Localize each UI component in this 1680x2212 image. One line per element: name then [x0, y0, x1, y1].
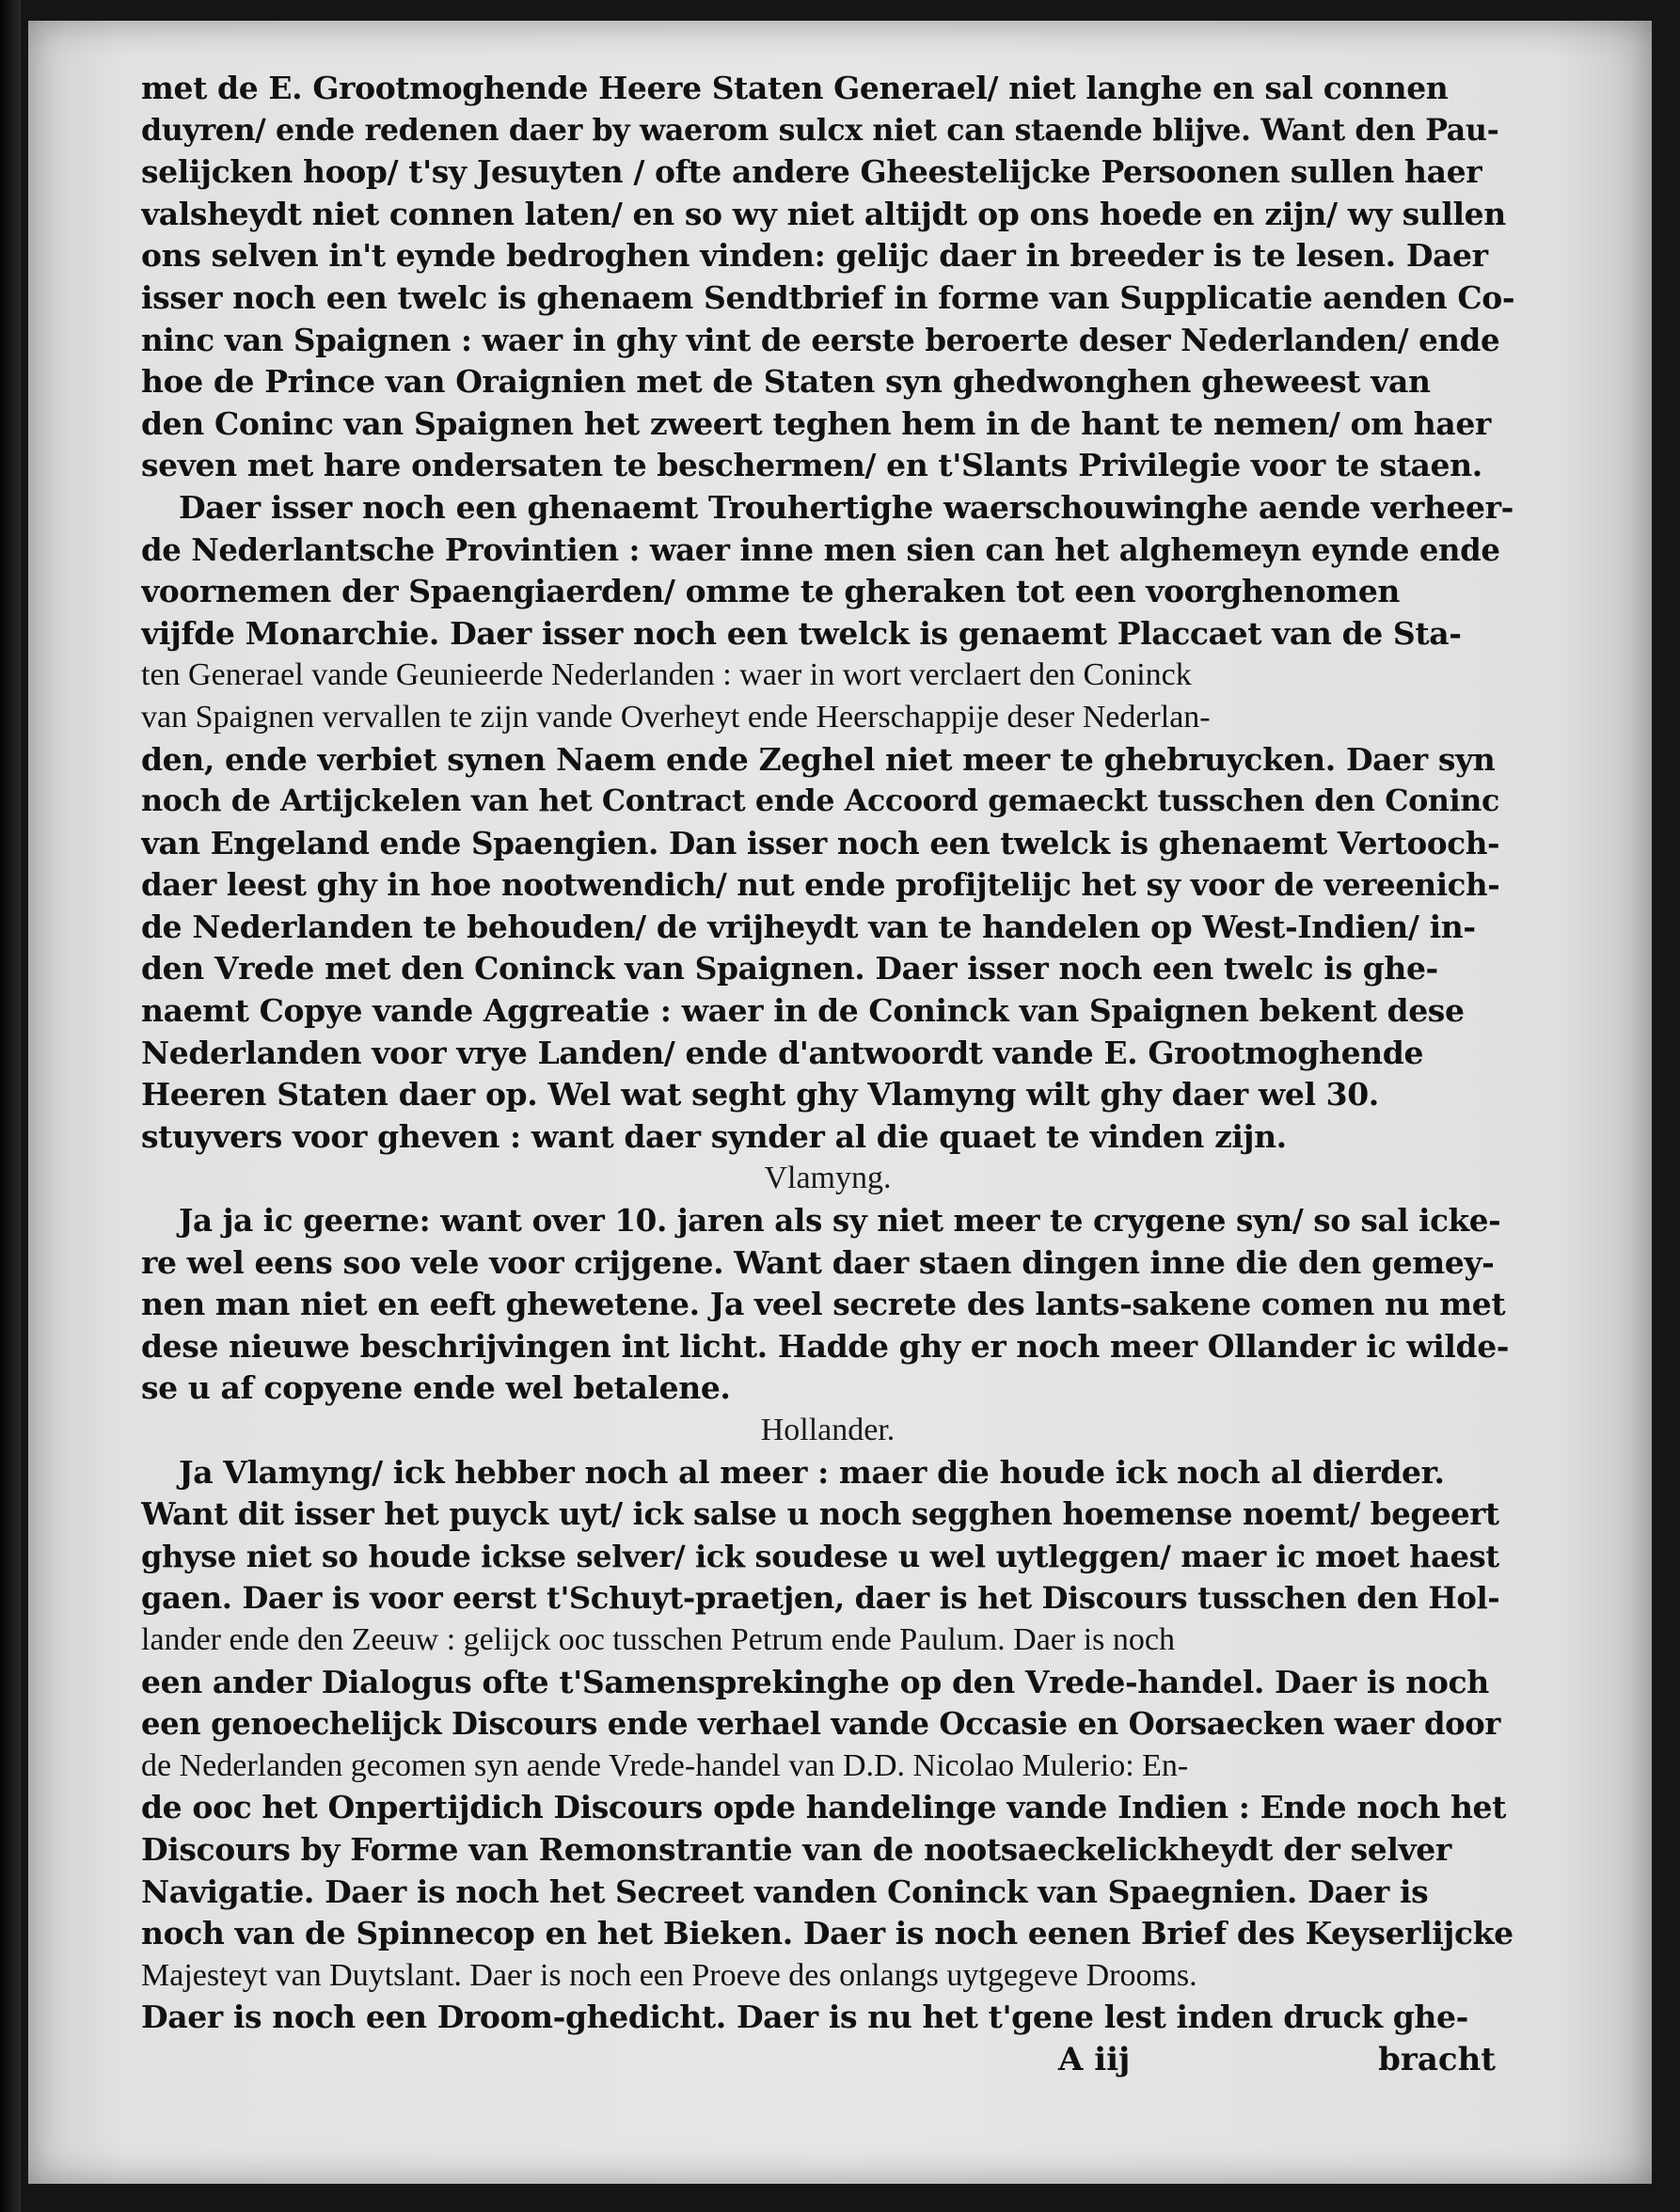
text-line: ninc van Spaignen : waer in ghy vint de eerste beroerte deser Nederlanden/ ende	[141, 321, 1500, 358]
text-line: se u af copyene ende wel betalene.	[141, 1369, 731, 1407]
text-line: ons selven in't eynde bedroghen vinden: gelijc daer in breeder is te lesen. Daer	[141, 237, 1488, 275]
text-line: duyren/ ende redenen daer by waerom sulcx niet can staende blijve. Want den Pau-	[141, 112, 1499, 148]
binding-gutter	[0, 0, 21, 2212]
text-line: ghyse niet so houde ickse selver/ ick soudese u wel uytleggen/ maer ic moet haest	[141, 1538, 1499, 1574]
text-line: de Nederlanden te behouden/ de vrijheydt van te handelen op West-Indien/ in-	[141, 908, 1476, 945]
text-line: Discours by Forme van Remonstrantie van de nootsaeckelickheydt der selver	[141, 1830, 1451, 1868]
text-line: van Spaignen vervallen te zijn vande Overheyt ende Heerschappije deser Nederlan-	[141, 699, 1211, 735]
text-line: stuyvers voor gheven : want daer synder al die quaet te vinden zijn.	[141, 1117, 1287, 1155]
text-line: den Coninc van Spaignen het zweert teghen hem in de hant te nemen/ om haer	[141, 404, 1491, 442]
text-line: Ja Vlamyng/ ick hebber noch al meer : maer die houde ick noch al dierder.	[179, 1453, 1445, 1491]
text-line: Daer isser noch een ghenaemt Trouhertighe waerschouwinghe aende verheer-	[179, 488, 1514, 526]
text-line: noch van de Spinnecop en het Bieken. Daer is noch eenen Brief des Keyserlijcke	[141, 1915, 1514, 1952]
text-line: de ooc het Onpertijdich Discours opde handelinge vande Indien : Ende noch het	[141, 1789, 1506, 1826]
text-line: den Vrede met den Coninck van Spaignen. Daer isser noch een twelc is ghe-	[141, 950, 1438, 988]
text-line: isser noch een twelc is ghenaem Sendtbrief in forme van Supplicatie aenden Co-	[141, 278, 1514, 316]
text-line: dese nieuwe beschrijvingen int licht. Hadde ghy er noch meer Ollander ic wilde-	[141, 1327, 1510, 1365]
text-line: noch de Artijckelen van het Contract ende Accoord gemaeckt tusschen den Coninc	[141, 783, 1499, 819]
text-line: Ja ja ic geerne: want over 10. jaren als sy niet meer te crygene syn/ so sal icke-	[179, 1202, 1501, 1240]
text-line: Heeren Staten daer op. Wel wat seght ghy Vlamyng wilt ghy daer wel 30.	[141, 1076, 1379, 1114]
text-line: Nederlanden voor vrye Landen/ ende d'antwoordt vande E. Grootmoghende	[141, 1034, 1424, 1071]
text-line: voornemen der Spaengiaerden/ omme te gheraken tot een voorghenomen	[141, 573, 1401, 610]
text-line: lander ende den Zeeuw : gelijck ooc tusschen Petrum ende Paulum. Daer is noch	[141, 1621, 1175, 1657]
text-line: met de E. Grootmoghende Heere Staten Generael/ niet langhe en sal connen	[141, 70, 1449, 106]
text-line: Navigatie. Daer is noch het Secreet vanden Coninck van Spaegnien. Daer is	[141, 1872, 1429, 1910]
text-line: nen man niet en eeft ghewetene. Ja veel secrete des lants-sakene comen nu met	[141, 1286, 1506, 1323]
text-line: van Engeland ende Spaengien. Dan isser noch een twelck is ghenaemt Vertooch-	[141, 824, 1500, 861]
text-line: gaen. Daer is voor eerst t'Schuyt-praetjen, daer is het Discours tusschen den Hol-	[141, 1580, 1500, 1617]
text-block	[141, 68, 1514, 2039]
page-footer	[141, 2041, 1514, 2088]
text-line: een genoechelijck Discours ende verhael vande Occasie en Oorsaecken waer door	[141, 1706, 1500, 1743]
signature-mark: A iij	[1058, 2041, 1131, 2078]
text-line: vijfde Monarchie. Daer isser noch een twelck is genaemt Placcaet van de Sta-	[141, 614, 1462, 652]
text-line: de Nederlanden gecomen syn aende Vrede-handel van D.D. Nicolao Mulerio: En-	[141, 1747, 1189, 1783]
text-line: Majesteyt van Duytslant. Daer is noch een Proeve des onlangs uytgegeve Drooms.	[141, 1957, 1197, 1993]
speaker-heading-hollander: Hollander.	[760, 1413, 895, 1447]
text-line: selijcken hoop/ t'sy Jesuyten / ofte andere Gheestelijcke Persoonen sullen haer	[141, 153, 1482, 191]
catchword: bracht	[1378, 2041, 1496, 2078]
text-line: valsheydt niet connen laten/ en so wy niet altijdt op ons hoede en zijn/ wy sullen	[141, 195, 1506, 232]
text-line: Daer is noch een Droom-ghedicht. Daer is nu het t'gene lest inden druck ghe-	[141, 1999, 1468, 2036]
text-line: naemt Copye vande Aggreatie : waer in de Coninck van Spaignen bekent dese	[141, 992, 1465, 1030]
text-line: hoe de Prince van Oraignien met de Staten syn ghedwonghen gheweest van	[141, 363, 1431, 401]
text-line: den, ende verbiet synen Naem ende Zeghel niet meer te ghebruycken. Daer syn	[141, 740, 1496, 778]
text-line: de Nederlantsche Provintien : waer inne men sien can het alghemeyn eynde ende	[141, 531, 1500, 568]
text-line: een ander Dialogus ofte t'Samensprekinghe op den Vrede-handel. Daer is noch	[141, 1663, 1489, 1700]
text-line: daer leest ghy in hoe nootwendich/ nut ende profijtelijc het sy voor de vereenich-	[141, 867, 1500, 904]
text-line: re wel eens soo vele voor crijgene. Want daer staen dingen inne die den gemey-	[141, 1243, 1495, 1281]
text-line: ten Generael vande Geunieerde Nederlanden : waer in wort verclaert den Coninck	[141, 657, 1192, 693]
text-line: seven met hare ondersaten te beschermen/ en t'Slants Privilegie voor te staen.	[141, 447, 1482, 484]
speaker-heading-vlamyng: Vlamyng.	[764, 1161, 892, 1196]
text-line: Want dit isser het puyck uyt/ ick salse u noch segghen hoemense noemt/ begeert	[141, 1495, 1499, 1533]
